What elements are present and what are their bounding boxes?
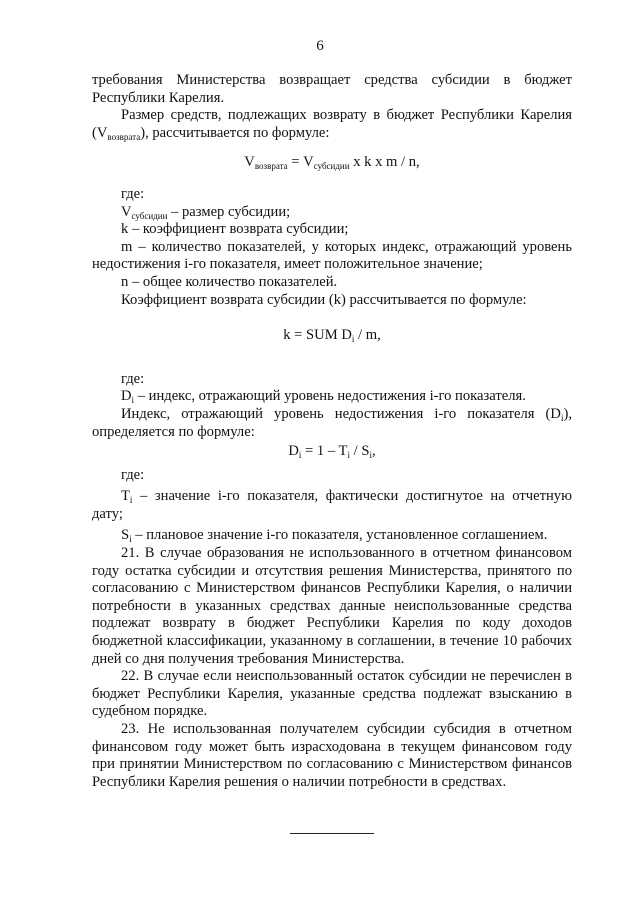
definition-d: $D_i$ – индекс, отражающий уровень недостижения i-го показателя. xyxy=(121,388,526,406)
end-divider xyxy=(290,833,374,834)
definition-m: m – количество показателей, у которых индекс, отражающий уровень недостижения i-го показателя, имеет положительное значение; xyxy=(92,238,572,273)
definition-s: $S_i$ – плановое значение i-го показателя, установленное соглашением. xyxy=(121,527,548,545)
definition-t: $T_i$ – значение i-го показателя, фактически достигнутое на отчетную дату; xyxy=(92,488,572,522)
paragraph-return-funds: требования Министерства возвращает средства субсидии в бюджет Республики Карелия. xyxy=(92,72,572,106)
formula-return-amount: $V_{возврата} = V_{субсидии}$ x k x m / n, xyxy=(244,154,420,172)
where-label: где: xyxy=(121,466,145,483)
paragraph-k-intro: Коэффициент возврата субсидии (k) рассчитывается по формуле: xyxy=(121,291,527,308)
paragraph-return-amount: Размер средств, подлежащих возврату в бюджет Республики Карелия $(V_{возврата})$, рассчитывается по формуле: xyxy=(92,107,572,142)
where-label: где: xyxy=(121,370,145,387)
definition-n: n – общее количество показателей. xyxy=(121,273,338,290)
formula-k: k = SUM $D_i$ / m, xyxy=(283,327,381,345)
where-label: где: xyxy=(121,185,145,202)
document-body xyxy=(92,72,572,791)
paragraph-index-intro: Индекс, отражающий уровень недостижения i-го показателя $(D_i)$, определяется по формуле: xyxy=(92,405,572,440)
paragraph-22: 22. В случае если неиспользованный остаток субсидии не перечислен в бюджет Республики Карелия, указанные средства подлежат взысканию в судебном порядке. xyxy=(92,668,572,720)
definition-k: k – коэффициент возврата субсидии; xyxy=(121,221,349,238)
definition-v-subsidy: $V_{субсидии}$ – размер субсидии; xyxy=(121,203,291,221)
paragraph-21: 21. В случае образования не использованного в отчетном финансовом году остатка субсидии и отсутствия решения Министерства, принятого по согласованию с Министерством финансов Республики Карелия, о наличии потребности в указанных средствах данные неиспользованные средства подлежат возврату в бюджет Республики Карелия по коду доходов бюджетной классификации, указанному в соглашении, в течение 10 рабочих дней со дня получения требования Министерства. xyxy=(92,545,572,667)
paragraph-23: 23. Не использованная получателем субсидии субсидия в отчетном финансовом году может быть израсходована в текущем финансовом году при принятии Министерством по согласованию с Министерством финансов Республики Карелия решения о наличии потребности в средствах. xyxy=(92,721,572,790)
formula-d: $D_i = 1 - T_i / S_i$, xyxy=(288,443,376,461)
page-number: 6 xyxy=(316,38,324,54)
